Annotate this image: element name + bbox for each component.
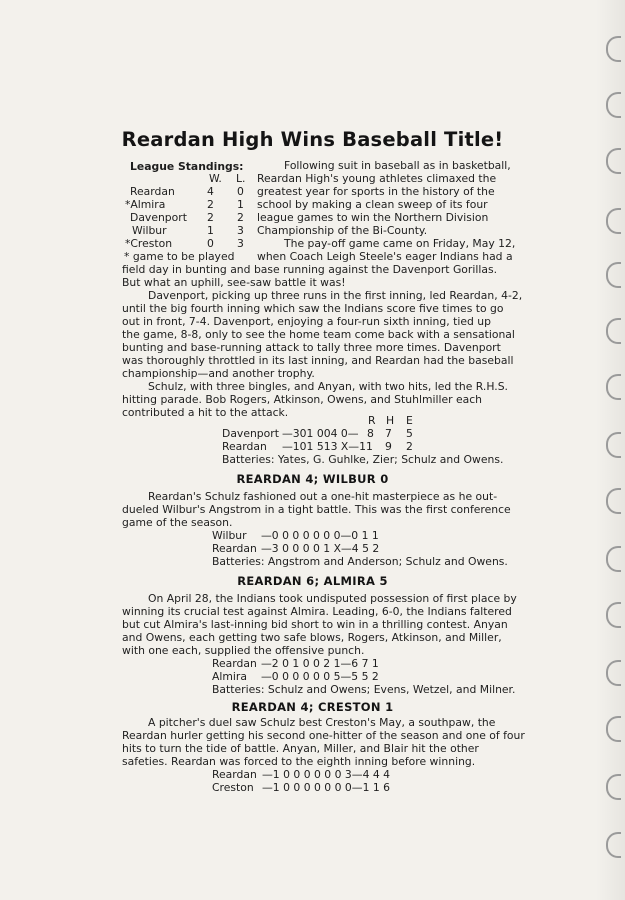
box-hits: 7 [385,427,392,440]
page-title: Reardan High Wins Baseball Title! [121,128,504,151]
box-batteries: Batteries: Yates, G. Guhlke, Zier; Schulz and Owens. [222,453,504,466]
body-line: was thoroughly throttled in its last inning, and Reardan had the baseball [122,354,514,367]
box-team: Almira [212,670,247,683]
standings-col-l: L. [236,172,246,185]
standings-losses: 2 [237,211,244,224]
binder-ring [606,488,621,514]
box-team: Reardan [222,440,267,453]
box-line: —1 0 0 0 0 0 0 3—4 4 4 [262,768,391,781]
intro-line: Following suit in baseball as in basketball, [284,159,511,172]
body-line: bunting and base-running attack to tally three more times. Davenport [122,341,501,354]
box-header-r: R [368,414,376,427]
binder-ring [606,774,621,800]
intro-line: The pay-off game came on Friday, May 12, [284,237,516,250]
game-line: dueled Wilbur's Angstrom in a tight battle. This was the first conference [122,503,511,516]
binder-ring [606,716,621,742]
game-heading: REARDAN 4; CRESTON 1 [231,700,394,714]
body-line: the game, 8-8, only to see the home team come back with a sensational [122,328,515,341]
box-team: Creston [212,781,254,794]
box-line: —0 0 0 0 0 0 5—5 5 2 [261,670,379,683]
box-runs: 8 [367,427,374,440]
standings-team: *Almira [125,198,166,211]
binder-ring [606,92,621,118]
binder-ring [606,148,621,174]
standings-losses: 3 [237,237,244,250]
intro-line: when Coach Leigh Steele's eager Indians had a [257,250,513,263]
game-line: game of the season. [122,516,233,529]
box-line: —1 0 0 0 0 0 0 0—1 1 6 [262,781,391,794]
box-errors: 2 [406,440,413,453]
standings-losses: 3 [237,224,244,237]
box-hits: 9 [385,440,392,453]
game-line: winning its crucial test against Almira. Leading, 6-0, the Indians faltered [122,605,512,618]
standings-wins: 2 [207,198,214,211]
game-line: and Owens, each getting two safe blows, Rogers, Atkinson, and Miller, [122,631,502,644]
box-team: Davenport [222,427,279,440]
box-line: —3 0 0 0 0 1 X—4 5 2 [261,542,380,555]
binder-ring [606,832,621,858]
binder-ring [606,602,621,628]
binder-ring [606,546,621,572]
box-line: —301 004 0— [282,427,359,440]
binder-ring [606,432,621,458]
standings-footnote: * game to be played [124,250,235,263]
binder-ring [606,262,621,288]
body-line: hitting parade. Bob Rogers, Atkinson, Owens, and Stuhlmiller each [122,393,483,406]
body-line: until the big fourth inning which saw the Indians score five times to go [122,302,504,315]
game-line: safeties. Reardan was forced to the eighth inning before winning. [122,755,476,768]
box-header-e: E [406,414,413,427]
standings-losses: 1 [237,198,244,211]
body-line: championship—and another trophy. [122,367,315,380]
intro-line: greatest year for sports in the history of the [257,185,495,198]
standings-team: Reardan [130,185,175,198]
binder-ring [606,208,621,234]
standings-wins: 4 [207,185,214,198]
standings-wins: 2 [207,211,214,224]
game-line: with one each, supplied the offensive punch. [122,644,365,657]
box-line: —0 0 0 0 0 0 0—0 1 1 [261,529,379,542]
box-batteries: Batteries: Angstrom and Anderson; Schulz and Owens. [212,555,508,568]
body-line: But what an uphill, see-saw battle it was! [122,276,346,289]
box-header-h: H [386,414,395,427]
body-line: out in front, 7-4. Davenport, enjoying a four-run sixth inning, tied up [122,315,491,328]
binder-ring [606,660,621,686]
binder-ring [606,318,621,344]
body-line: field day in bunting and base running against the Davenport Gorillas. [122,263,498,276]
standings-team: Davenport [130,211,187,224]
intro-line: Championship of the Bi-County. [257,224,428,237]
binder-ring [606,374,621,400]
game-line: Reardan's Schulz fashioned out a one-hit masterpiece as he out- [148,490,498,503]
game-heading: REARDAN 4; WILBUR 0 [236,472,389,486]
box-team: Reardan [212,768,257,781]
box-team: Reardan [212,542,257,555]
standings-team: *Creston [125,237,173,250]
standings-wins: 0 [207,237,214,250]
game-line: Reardan hurler getting his second one-hitter of the season and one of four [122,729,525,742]
game-line: A pitcher's duel saw Schulz best Creston's May, a southpaw, the [148,716,496,729]
binder-ring [606,36,621,62]
body-line: Schulz, with three bingles, and Anyan, with two hits, led the R.H.S. [148,380,508,393]
game-line: On April 28, the Indians took undisputed possession of first place by [148,592,517,605]
standings-wins: 1 [207,224,214,237]
game-line: hits to turn the tide of battle. Anyan, Miller, and Blair hit the other [122,742,479,755]
body-line: Davenport, picking up three runs in the first inning, led Reardan, 4-2, [148,289,523,302]
box-batteries: Batteries: Schulz and Owens; Evens, Wetzel, and Milner. [212,683,516,696]
standings-losses: 0 [237,185,244,198]
box-line: —2 0 1 0 0 2 1—6 7 1 [261,657,379,670]
box-team: Wilbur [212,529,247,542]
standings-heading: League Standings: [130,160,244,173]
body-line: contributed a hit to the attack. [122,406,289,419]
box-errors: 5 [406,427,413,440]
standings-team: Wilbur [132,224,167,237]
game-line: but cut Almira's last-inning bid short to win in a thrilling contest. Anyan [122,618,508,631]
box-team: Reardan [212,657,257,670]
intro-line: Reardan High's young athletes climaxed the [257,172,497,185]
intro-line: school by making a clean sweep of its four [257,198,488,211]
box-line: —101 513 X—11 [282,440,373,453]
standings-col-w: W. [209,172,222,185]
intro-line: league games to win the Northern Division [257,211,489,224]
game-heading: REARDAN 6; ALMIRA 5 [237,574,388,588]
